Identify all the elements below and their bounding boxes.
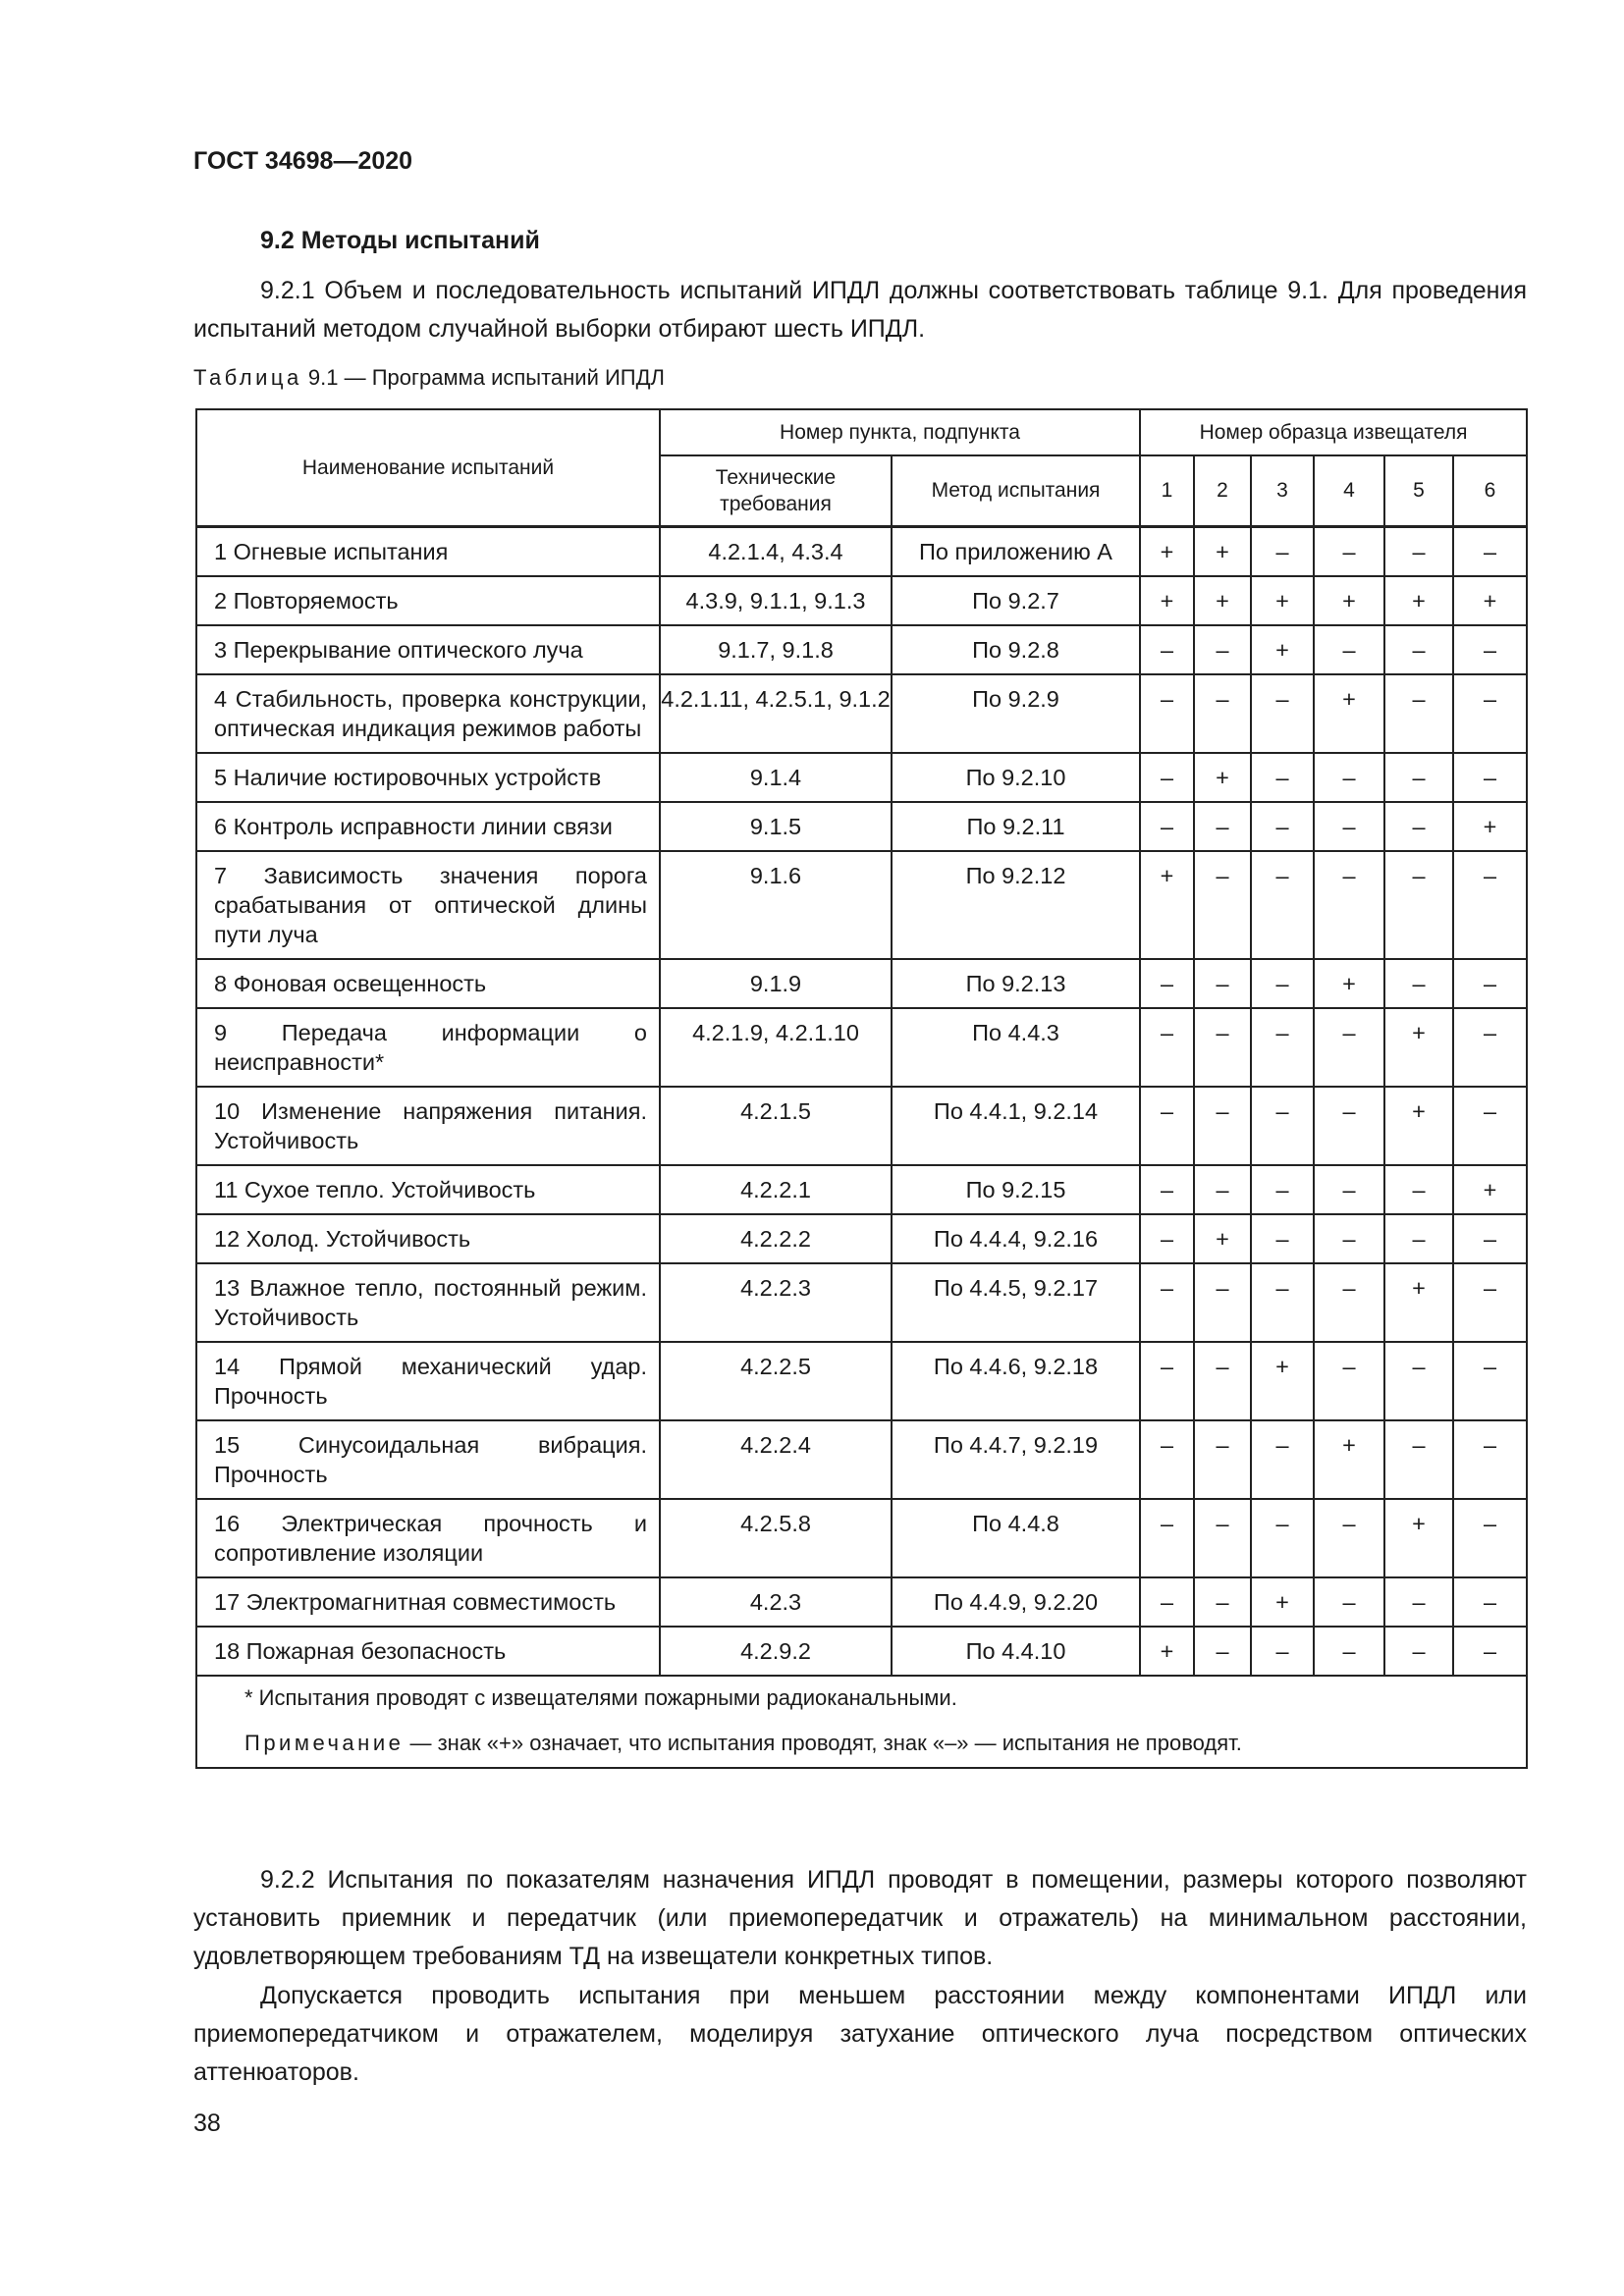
document-code: ГОСТ 34698—2020 — [193, 147, 413, 175]
sample-6-mark: – — [1453, 1499, 1527, 1577]
table-row — [196, 625, 1527, 674]
sample-5-mark: – — [1384, 1420, 1453, 1499]
table-row — [196, 1342, 1527, 1420]
sample-4-mark: – — [1314, 526, 1384, 576]
sample-6-mark: – — [1453, 959, 1527, 1008]
tech-requirements-cell: 9.1.7, 9.1.8 — [660, 625, 892, 674]
sample-2-mark: – — [1194, 1577, 1251, 1627]
test-method-cell: По 9.2.10 — [892, 753, 1140, 802]
test-program-table — [195, 408, 1528, 1769]
table-row — [196, 1627, 1527, 1676]
paragraph-allowance: Допускается проводить испытания при меньшем расстоянии между компонентами ИПДЛ или приемопередатчиком и отражателем, моделируя затухание оптического луча посредством оптических аттенюаторов. — [193, 1982, 1527, 2086]
sample-3-mark: + — [1251, 625, 1314, 674]
header-tech-requirements: Технические требования — [660, 455, 892, 526]
table-row — [196, 1165, 1527, 1214]
table-caption-label: Таблица — [193, 365, 302, 390]
test-name-cell: 4 Стабильность, проверка конструкции, оптическая индикация режимов работы — [196, 674, 660, 753]
sample-5-mark: + — [1384, 1008, 1453, 1087]
sample-2-mark: – — [1194, 1627, 1251, 1676]
sample-6-mark: – — [1453, 526, 1527, 576]
test-method-cell: По 4.4.10 — [892, 1627, 1140, 1676]
test-name-cell: 17 Электромагнитная совместимость — [196, 1577, 660, 1627]
sample-1-mark: – — [1140, 1263, 1194, 1342]
sample-6-mark: – — [1453, 1087, 1527, 1165]
paragraph-9-2-1: 9.2.1 Объем и последовательность испытаний ИПДЛ должны соответствовать таблице 9.1. Для проведения испытаний методом случайной выборки отбирают шесть ИПДЛ. — [193, 277, 1527, 343]
table-row — [196, 1214, 1527, 1263]
sample-5-mark: – — [1384, 1342, 1453, 1420]
sample-5-mark: – — [1384, 851, 1453, 959]
sample-5-mark: – — [1384, 1577, 1453, 1627]
sample-2-mark: – — [1194, 1263, 1251, 1342]
tech-requirements-cell: 4.2.2.1 — [660, 1165, 892, 1214]
sample-2-mark: – — [1194, 851, 1251, 959]
sample-6-mark: – — [1453, 753, 1527, 802]
sample-6-mark: + — [1453, 1165, 1527, 1214]
sample-6-mark: – — [1453, 1627, 1527, 1676]
tech-requirements-cell: 4.3.9, 9.1.1, 9.1.3 — [660, 576, 892, 625]
sample-5-mark: + — [1384, 1499, 1453, 1577]
sample-3-mark: – — [1251, 1214, 1314, 1263]
tech-requirements-cell: 4.2.1.5 — [660, 1087, 892, 1165]
sample-1-mark: – — [1140, 1008, 1194, 1087]
sample-4-mark: – — [1314, 802, 1384, 851]
table-notes — [196, 1676, 1527, 1768]
sample-4-mark: – — [1314, 1577, 1384, 1627]
sample-5-mark: – — [1384, 1214, 1453, 1263]
section-title: 9.2 Методы испытаний — [260, 227, 540, 254]
table-caption-text: 9.1 — Программа испытаний ИПДЛ — [307, 365, 665, 390]
test-name-cell: 9 Передача информации о неисправности* — [196, 1008, 660, 1087]
table-row — [196, 753, 1527, 802]
sample-3-mark: – — [1251, 1165, 1314, 1214]
sample-3-mark: – — [1251, 1627, 1314, 1676]
header-clause-group: Номер пункта, подпункта — [660, 409, 1140, 455]
test-name-cell: 13 Влажное тепло, постоянный режим. Устойчивость — [196, 1263, 660, 1342]
sample-2-mark: + — [1194, 753, 1251, 802]
sample-5-mark: – — [1384, 802, 1453, 851]
sample-4-mark: + — [1314, 1420, 1384, 1499]
sample-1-mark: + — [1140, 526, 1194, 576]
tech-requirements-cell: 4.2.1.11, 4.2.5.1, 9.1.2 — [660, 674, 892, 753]
tech-requirements-cell: 4.2.2.5 — [660, 1342, 892, 1420]
test-method-cell: По приложению А — [892, 526, 1140, 576]
sample-5-mark: – — [1384, 959, 1453, 1008]
test-method-cell: По 9.2.11 — [892, 802, 1140, 851]
header-sample-2: 2 — [1194, 455, 1251, 526]
tech-requirements-cell: 4.2.9.2 — [660, 1627, 892, 1676]
test-method-cell: По 4.4.9, 9.2.20 — [892, 1577, 1140, 1627]
sample-1-mark: – — [1140, 1087, 1194, 1165]
table-row — [196, 526, 1527, 576]
table-notes-row — [196, 1676, 1527, 1768]
sample-2-mark: – — [1194, 1499, 1251, 1577]
sample-1-mark: + — [1140, 576, 1194, 625]
test-method-cell: По 9.2.15 — [892, 1165, 1140, 1214]
table-row — [196, 674, 1527, 753]
table-row — [196, 802, 1527, 851]
table-note — [244, 1729, 1516, 1758]
test-method-cell: По 4.4.8 — [892, 1499, 1140, 1577]
test-method-cell: По 9.2.9 — [892, 674, 1140, 753]
header-sample-1: 1 — [1140, 455, 1194, 526]
sample-3-mark: – — [1251, 1420, 1314, 1499]
tech-requirements-cell: 4.2.2.3 — [660, 1263, 892, 1342]
sample-1-mark: – — [1140, 753, 1194, 802]
header-test-method: Метод испытания — [892, 455, 1140, 526]
sample-1-mark: – — [1140, 1342, 1194, 1420]
page-number: 38 — [193, 2109, 221, 2137]
sample-3-mark: – — [1251, 753, 1314, 802]
sample-4-mark: – — [1314, 1627, 1384, 1676]
tech-requirements-cell: 4.2.1.4, 4.3.4 — [660, 526, 892, 576]
sample-1-mark: – — [1140, 1165, 1194, 1214]
sample-3-mark: – — [1251, 526, 1314, 576]
table-footnote: * Испытания проводят с извещателями пожарными радиоканальными. — [244, 1684, 957, 1710]
sample-5-mark: – — [1384, 1165, 1453, 1214]
header-samples-group: Номер образца извещателя — [1140, 409, 1527, 455]
test-name-cell: 16 Электрическая прочность и сопротивление изоляции — [196, 1499, 660, 1577]
sample-5-mark: – — [1384, 1627, 1453, 1676]
sample-5-mark: – — [1384, 753, 1453, 802]
test-method-cell: По 4.4.5, 9.2.17 — [892, 1263, 1140, 1342]
sample-1-mark: – — [1140, 1420, 1194, 1499]
sample-6-mark: – — [1453, 674, 1527, 753]
test-name-cell: 8 Фоновая освещенность — [196, 959, 660, 1008]
sample-5-mark: – — [1384, 674, 1453, 753]
table-row — [196, 1577, 1527, 1627]
test-name-cell: 6 Контроль исправности линии связи — [196, 802, 660, 851]
test-method-cell: По 4.4.6, 9.2.18 — [892, 1342, 1140, 1420]
tech-requirements-cell: 4.2.3 — [660, 1577, 892, 1627]
sample-3-mark: + — [1251, 576, 1314, 625]
sample-3-mark: – — [1251, 674, 1314, 753]
table-row — [196, 959, 1527, 1008]
sample-4-mark: – — [1314, 753, 1384, 802]
sample-4-mark: – — [1314, 1008, 1384, 1087]
sample-6-mark: + — [1453, 802, 1527, 851]
sample-2-mark: + — [1194, 526, 1251, 576]
sample-3-mark: + — [1251, 1577, 1314, 1627]
sample-3-mark: – — [1251, 802, 1314, 851]
sample-4-mark: – — [1314, 1214, 1384, 1263]
note-label: Примечание — [244, 1730, 405, 1755]
sample-2-mark: – — [1194, 1165, 1251, 1214]
tech-requirements-cell: 4.2.1.9, 4.2.1.10 — [660, 1008, 892, 1087]
header-sample-5: 5 — [1384, 455, 1453, 526]
test-name-cell: 15 Синусоидальная вибрация. Прочность — [196, 1420, 660, 1499]
sample-4-mark: – — [1314, 1499, 1384, 1577]
test-method-cell: По 4.4.7, 9.2.19 — [892, 1420, 1140, 1499]
table-caption — [193, 365, 665, 391]
table-row — [196, 1499, 1527, 1577]
sample-2-mark: – — [1194, 625, 1251, 674]
sample-1-mark: – — [1140, 1577, 1194, 1627]
test-method-cell: По 4.4.3 — [892, 1008, 1140, 1087]
sample-3-mark: – — [1251, 1263, 1314, 1342]
sample-4-mark: – — [1314, 625, 1384, 674]
sample-2-mark: – — [1194, 1087, 1251, 1165]
header-sample-6: 6 — [1453, 455, 1527, 526]
test-name-cell: 14 Прямой механический удар. Прочность — [196, 1342, 660, 1420]
tech-requirements-cell: 9.1.6 — [660, 851, 892, 959]
sample-2-mark: – — [1194, 802, 1251, 851]
sample-5-mark: – — [1384, 526, 1453, 576]
test-name-cell: 7 Зависимость значения порога срабатывания от оптической длины пути луча — [196, 851, 660, 959]
header-test-name: Наименование испытаний — [196, 409, 660, 526]
sample-5-mark: + — [1384, 1087, 1453, 1165]
test-method-cell: По 9.2.13 — [892, 959, 1140, 1008]
sample-1-mark: – — [1140, 1214, 1194, 1263]
sample-6-mark: + — [1453, 576, 1527, 625]
sample-4-mark: + — [1314, 959, 1384, 1008]
sample-4-mark: – — [1314, 1087, 1384, 1165]
test-name-cell: 1 Огневые испытания — [196, 526, 660, 576]
test-method-cell: По 4.4.1, 9.2.14 — [892, 1087, 1140, 1165]
sample-2-mark: – — [1194, 1420, 1251, 1499]
sample-1-mark: – — [1140, 959, 1194, 1008]
table-row — [196, 1087, 1527, 1165]
sample-4-mark: – — [1314, 851, 1384, 959]
sample-6-mark: – — [1453, 1577, 1527, 1627]
sample-2-mark: – — [1194, 959, 1251, 1008]
test-method-cell: По 9.2.8 — [892, 625, 1140, 674]
sample-6-mark: – — [1453, 1342, 1527, 1420]
sample-1-mark: – — [1140, 674, 1194, 753]
table-row — [196, 1008, 1527, 1087]
test-name-cell: 3 Перекрывание оптического луча — [196, 625, 660, 674]
sample-6-mark: – — [1453, 1420, 1527, 1499]
test-name-cell: 18 Пожарная безопасность — [196, 1627, 660, 1676]
sample-6-mark: – — [1453, 1263, 1527, 1342]
sample-4-mark: – — [1314, 1263, 1384, 1342]
tech-requirements-cell: 9.1.9 — [660, 959, 892, 1008]
sample-6-mark: – — [1453, 851, 1527, 959]
sample-2-mark: – — [1194, 1008, 1251, 1087]
sample-3-mark: – — [1251, 851, 1314, 959]
sample-3-mark: – — [1251, 959, 1314, 1008]
paragraph-9-2-2: 9.2.2 Испытания по показателям назначения ИПДЛ проводят в помещении, размеры которого позволяют установить приемник и передатчик (или приемопередатчик и отражатель) на минимальном расстоянии, удовлетворяющем требованиям ТД на извещатели конкретных типов. — [193, 1866, 1527, 1970]
sample-5-mark: + — [1384, 576, 1453, 625]
sample-6-mark: – — [1453, 1214, 1527, 1263]
test-name-cell: 5 Наличие юстировочных устройств — [196, 753, 660, 802]
sample-6-mark: – — [1453, 1008, 1527, 1087]
sample-1-mark: – — [1140, 802, 1194, 851]
sample-1-mark: + — [1140, 1627, 1194, 1676]
tech-requirements-cell: 4.2.2.4 — [660, 1420, 892, 1499]
tech-requirements-cell: 4.2.5.8 — [660, 1499, 892, 1577]
test-name-cell: 11 Сухое тепло. Устойчивость — [196, 1165, 660, 1214]
header-sample-4: 4 — [1314, 455, 1384, 526]
table-row — [196, 576, 1527, 625]
tech-requirements-cell: 9.1.5 — [660, 802, 892, 851]
sample-4-mark: – — [1314, 1165, 1384, 1214]
sample-4-mark: + — [1314, 674, 1384, 753]
table-row — [196, 851, 1527, 959]
sample-5-mark: – — [1384, 625, 1453, 674]
sample-3-mark: – — [1251, 1087, 1314, 1165]
sample-3-mark: + — [1251, 1342, 1314, 1420]
table-row — [196, 1263, 1527, 1342]
sample-2-mark: + — [1194, 576, 1251, 625]
test-name-cell: 2 Повторяемость — [196, 576, 660, 625]
sample-1-mark: – — [1140, 625, 1194, 674]
tech-requirements-cell: 4.2.2.2 — [660, 1214, 892, 1263]
test-method-cell: По 9.2.7 — [892, 576, 1140, 625]
table-row — [196, 1420, 1527, 1499]
test-name-cell: 10 Изменение напряжения питания. Устойчивость — [196, 1087, 660, 1165]
sample-2-mark: + — [1194, 1214, 1251, 1263]
sample-2-mark: – — [1194, 1342, 1251, 1420]
sample-5-mark: + — [1384, 1263, 1453, 1342]
sample-6-mark: – — [1453, 625, 1527, 674]
sample-4-mark: – — [1314, 1342, 1384, 1420]
tech-requirements-cell: 9.1.4 — [660, 753, 892, 802]
sample-1-mark: + — [1140, 851, 1194, 959]
test-name-cell: 12 Холод. Устойчивость — [196, 1214, 660, 1263]
note-text: — знак «+» означает, что испытания проводят, знак «–» — испытания не проводят. — [409, 1730, 1242, 1755]
header-sample-3: 3 — [1251, 455, 1314, 526]
sample-2-mark: – — [1194, 674, 1251, 753]
test-method-cell: По 9.2.12 — [892, 851, 1140, 959]
sample-4-mark: + — [1314, 576, 1384, 625]
test-method-cell: По 4.4.4, 9.2.16 — [892, 1214, 1140, 1263]
sample-1-mark: – — [1140, 1499, 1194, 1577]
sample-3-mark: – — [1251, 1499, 1314, 1577]
sample-3-mark: – — [1251, 1008, 1314, 1087]
